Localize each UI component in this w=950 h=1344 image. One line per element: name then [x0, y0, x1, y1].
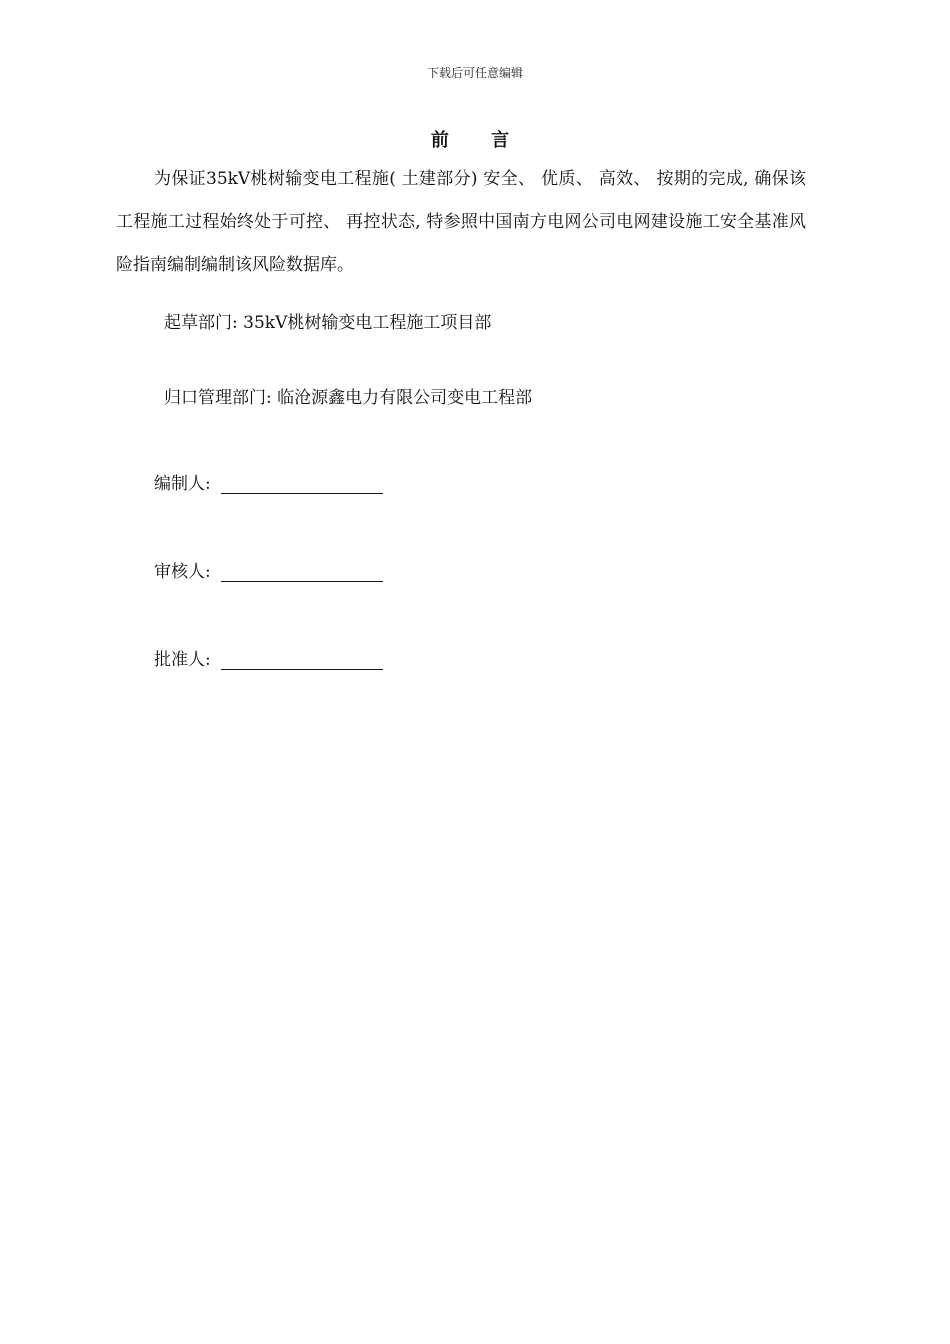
compiler-signature-line [221, 473, 383, 494]
managing-department: 归口管理部门: 临沧源鑫电力有限公司变电工程部 [164, 388, 533, 408]
page-header-note: 下载后可任意编辑 [426, 66, 523, 80]
approver-signature-line [221, 649, 383, 670]
drafting-department: 起草部门: 35kV桃树输变电工程施工项目部 [164, 313, 492, 333]
approver-label: 批准人: [154, 650, 211, 670]
reviewer-label: 审核人: [154, 562, 211, 582]
reviewer-signature-line [221, 561, 383, 582]
document-title: 前 言 [430, 130, 528, 151]
reviewer-signature-row [154, 557, 383, 582]
compiler-label: 编制人: [154, 474, 211, 494]
intro-paragraph: 为保证35kV桃树输变电工程施( 土建部分) 安全、 优质、 高效、 按期的完成, 确保该工程施工过程始终处于可控、 再控状态, 特参照中国南方电网公司电网建设施工安全基准风险指南编制编制该风险数据库。 [116, 169, 806, 275]
approver-signature-row [154, 645, 383, 670]
compiler-signature-row [154, 469, 383, 494]
